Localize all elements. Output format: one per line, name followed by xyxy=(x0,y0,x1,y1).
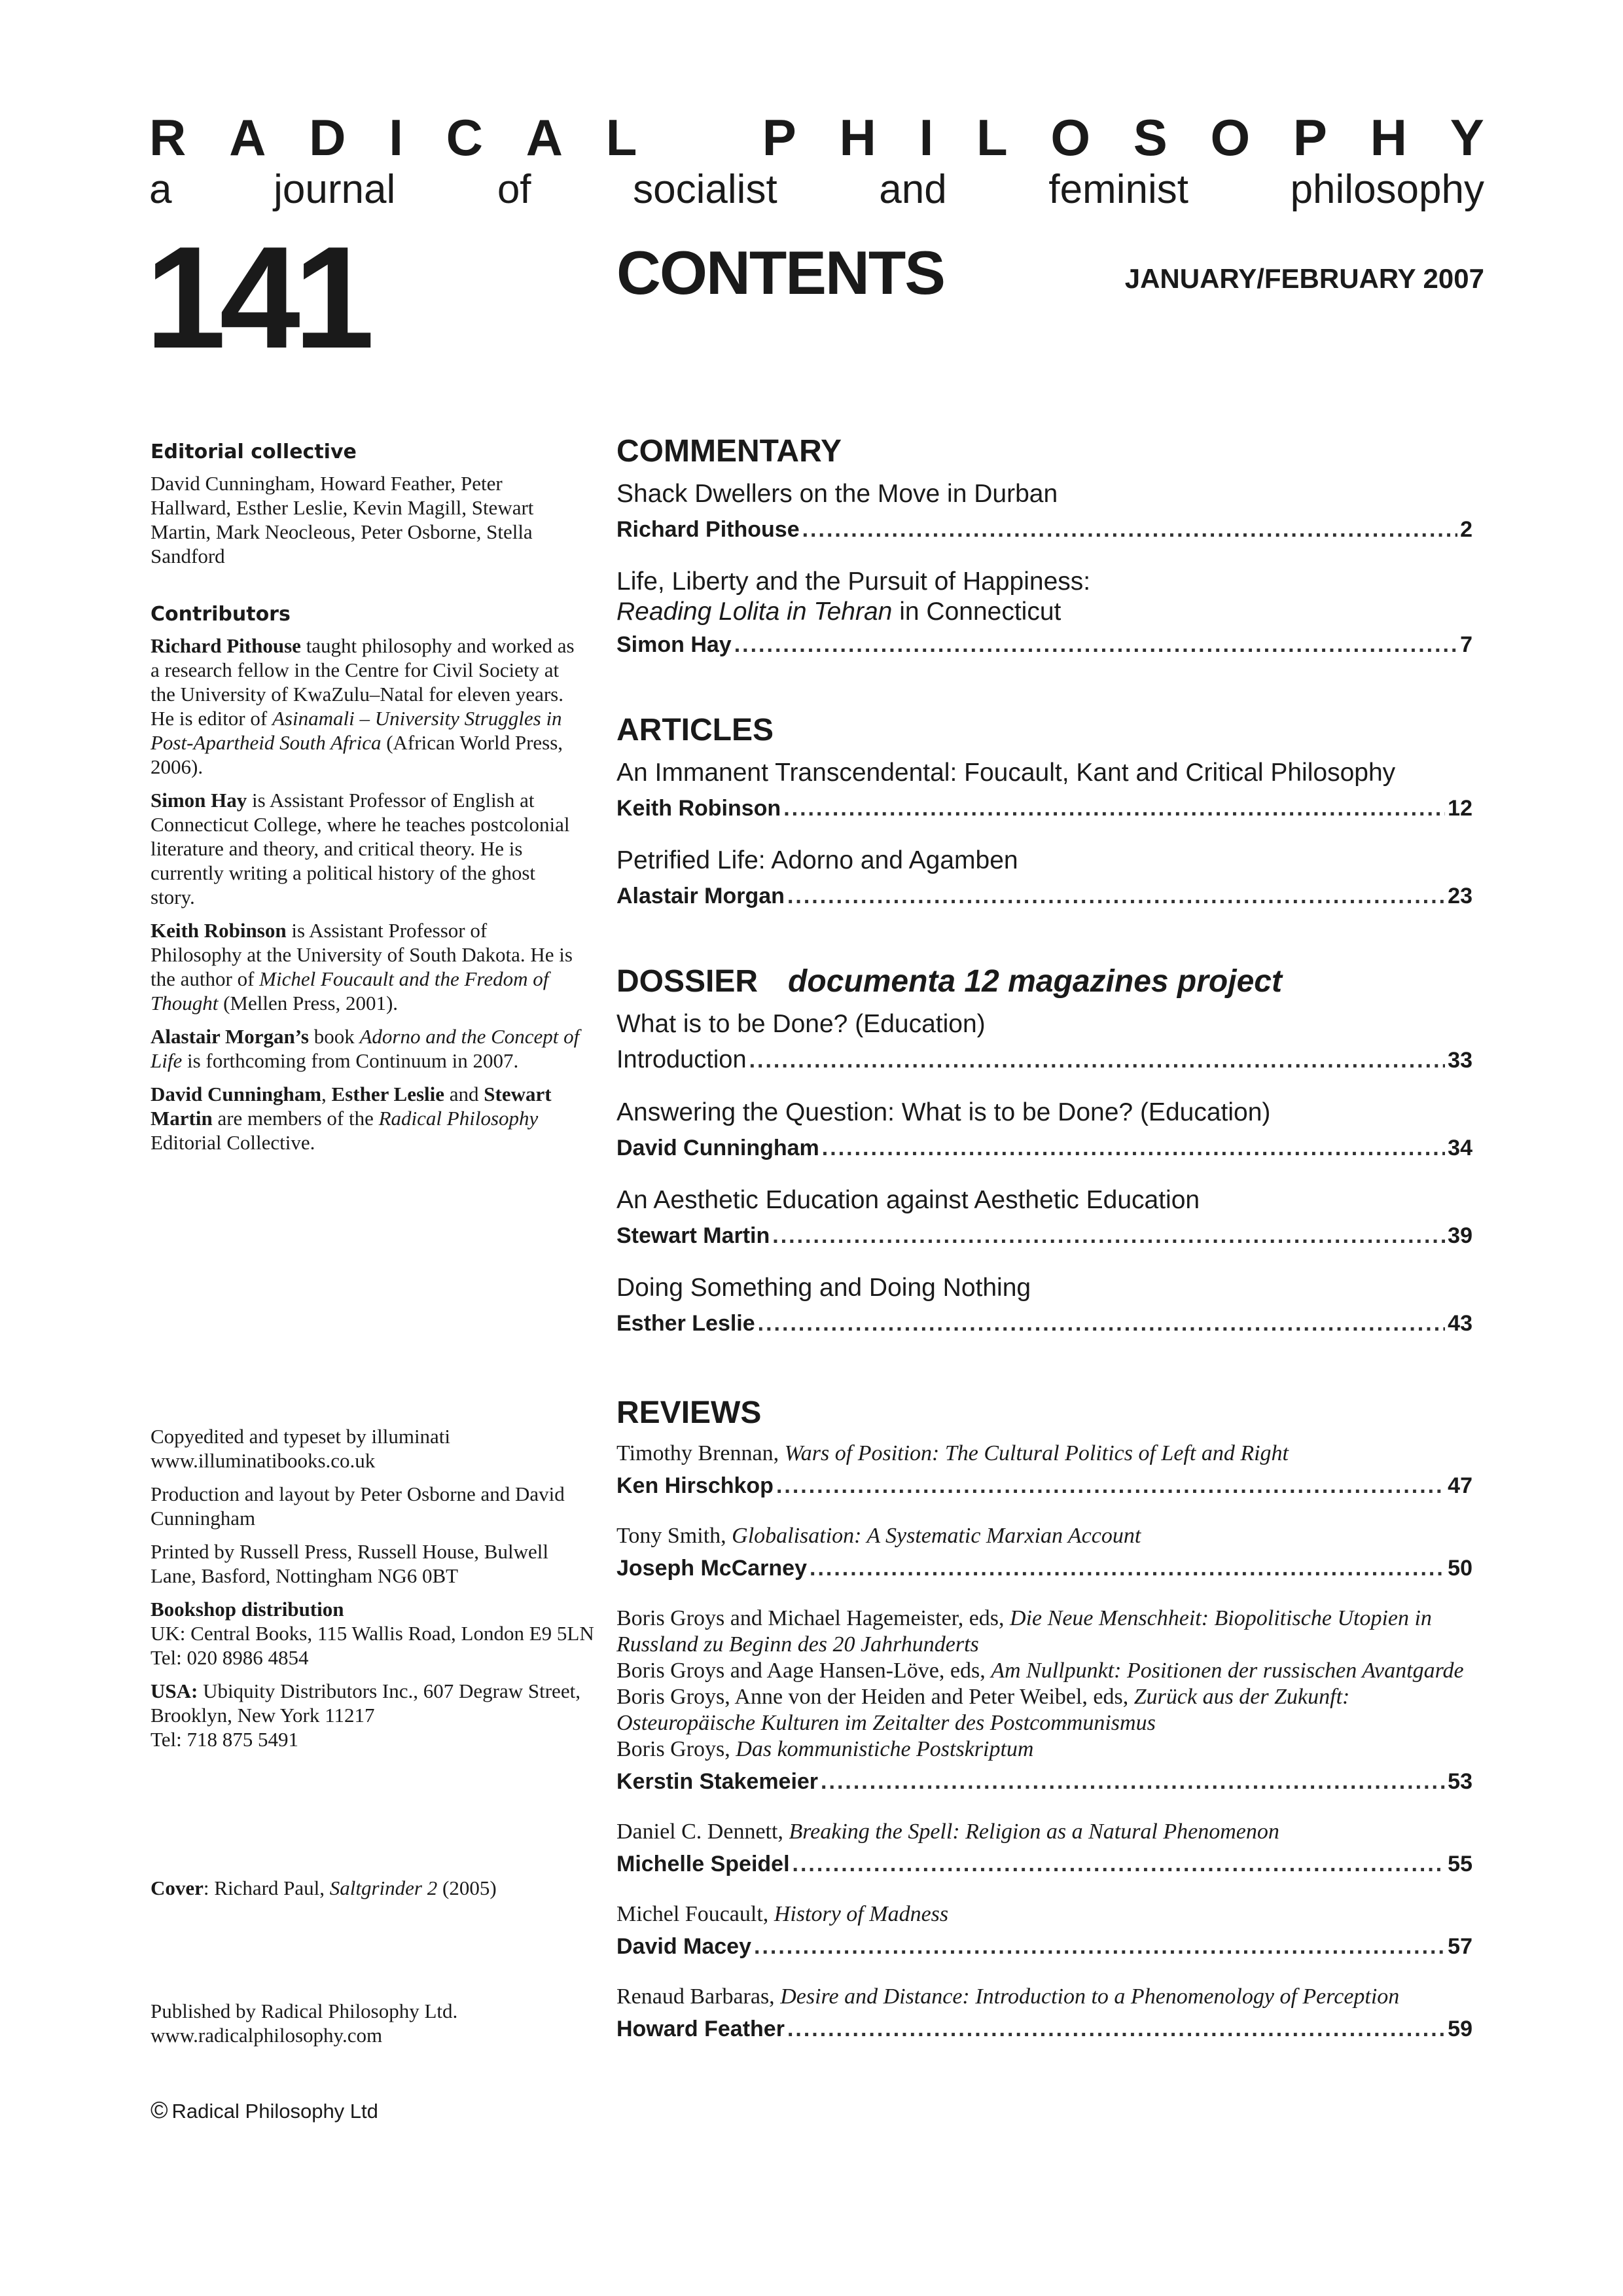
book-title: Globalisation: A Systematic Marxian Account xyxy=(732,1524,1141,1548)
note-text: and xyxy=(444,1083,484,1105)
article-title[interactable] xyxy=(616,567,1472,627)
title-letter: A xyxy=(229,109,266,166)
publisher-name: Published by Radical Philosophy Ltd. xyxy=(151,2000,458,2022)
dossier-title[interactable]: What is to be Done? (Education) xyxy=(616,1010,986,1038)
book-author: Tony Smith, xyxy=(616,1524,732,1548)
section-spacer xyxy=(616,682,1472,711)
toc-entry[interactable] xyxy=(616,1472,1472,1499)
bio-book-title: Michel Foucault and the Fredom of Thought xyxy=(151,967,549,1014)
section-heading-reviews: REVIEWS xyxy=(616,1395,762,1430)
title-letter: H xyxy=(839,109,876,166)
copyright-notice xyxy=(151,2097,378,2125)
leader-dots xyxy=(810,1554,1445,1582)
toc-entry[interactable] xyxy=(616,1134,1472,1162)
toc-entry[interactable] xyxy=(616,882,1472,910)
title-word-gap xyxy=(680,106,719,169)
cover-credit xyxy=(151,1876,596,1900)
leader-dots xyxy=(787,882,1445,910)
introduction-label: Introduction xyxy=(616,1046,747,1073)
author-name: Esther Leslie xyxy=(616,1311,755,1336)
book-author: Boris Groys and Aage Hansen-Löve, eds, xyxy=(616,1659,991,1683)
copyright-icon: © xyxy=(151,2096,168,2123)
title-letter: P xyxy=(762,109,796,166)
reviewer-name: Howard Feather xyxy=(616,2017,785,2041)
usa-telephone: Tel: 718 875 5491 xyxy=(151,1728,299,1751)
book-title: Wars of Position: The Cultural Politics of Left and Right xyxy=(784,1441,1289,1465)
journal-subtitle xyxy=(149,164,1484,216)
usa-label: USA: xyxy=(151,1679,198,1702)
copyright-holder: Radical Philosophy Ltd xyxy=(171,2100,378,2123)
reviewer-name: Ken Hirschkop xyxy=(616,1473,774,1498)
toc-entry[interactable] xyxy=(616,1046,1472,1074)
usa-distributor xyxy=(151,1679,596,1727)
reviewed-book[interactable] xyxy=(616,1984,1472,2010)
reviewer-name: Michelle Speidel xyxy=(616,1852,790,1876)
author-name: Richard Pithouse xyxy=(616,517,800,542)
reviewed-book[interactable] xyxy=(616,1605,1472,1658)
page-number: 12 xyxy=(1448,796,1472,821)
toc-entry[interactable] xyxy=(616,795,1472,822)
title-letter: A xyxy=(526,109,563,166)
toc-entry[interactable] xyxy=(616,2015,1472,2043)
member-name: David Cunningham xyxy=(151,1083,322,1105)
note-text: Editorial Collective. xyxy=(151,1131,315,1154)
contributor-name: Richard Pithouse xyxy=(151,634,301,657)
page-number: 57 xyxy=(1448,1934,1472,1959)
subtitle-word: and xyxy=(879,167,947,212)
journal-name: Radical Philosophy xyxy=(378,1107,539,1130)
article-title[interactable]: Petrified Life: Adorno and Agamben xyxy=(616,846,1018,874)
book-title: Breaking the Spell: Religion as a Natural Phenomenon xyxy=(789,1820,1279,1844)
bio-text: is Assistant Professor of Philosophy at the University of South Dakota. He is the author of xyxy=(151,919,573,990)
reviewed-book[interactable] xyxy=(616,1523,1472,1549)
book-author: Timothy Brennan, xyxy=(616,1441,785,1465)
leader-dots xyxy=(802,516,1457,543)
book-title: Desire and Distance: Introduction to a Phenomenology of Perception xyxy=(780,1984,1400,2009)
bio-text: (African World Press, 2006). xyxy=(151,731,563,778)
title-rest: in Connecticut xyxy=(892,598,1061,626)
toc-entry[interactable] xyxy=(616,1554,1472,1582)
toc-entry[interactable] xyxy=(616,1222,1472,1249)
cover-label: Cover xyxy=(151,1876,204,1899)
page-number: 47 xyxy=(1448,1473,1472,1498)
production-credits xyxy=(151,1424,596,1761)
leader-dots xyxy=(754,1933,1445,1960)
toc-entry[interactable] xyxy=(616,1850,1472,1878)
bio-text: (Mellen Press, 2001). xyxy=(218,992,399,1014)
title-letter: O xyxy=(1210,109,1251,166)
title-letter: Y xyxy=(1450,109,1484,166)
cover-work-title: Saltgrinder 2 xyxy=(329,1876,438,1899)
contributors-label: Contributors xyxy=(151,603,291,626)
contributor-bio xyxy=(151,918,582,1015)
book-title: Das kommunistiche Postskriptum xyxy=(736,1737,1034,1761)
leader-dots xyxy=(758,1310,1446,1337)
cover-artist: : Richard Paul, xyxy=(203,1876,330,1899)
book-author: Daniel C. Dennett, xyxy=(616,1820,789,1844)
article-title[interactable]: An Aesthetic Education against Aesthetic Education xyxy=(616,1186,1200,1214)
dossier-label: DOSSIER xyxy=(616,964,758,999)
author-name: Alastair Morgan xyxy=(616,884,785,908)
editorial-names: David Cunningham, Howard Feather, Peter Hallward, Esther Leslie, Kevin Magill, Stewart Martin, Mark Neocleous, Peter Osborne, Stella Sandford xyxy=(151,472,534,567)
copyedited-credit: Copyedited and typeset by illuminati www.illuminatibooks.co.uk xyxy=(151,1425,451,1472)
printer-credit: Printed by Russell Press, Russell House, Bulwell Lane, Basford, Nottingham NG6 0BT xyxy=(151,1540,548,1587)
contributor-name: Alastair Morgan’s xyxy=(151,1025,309,1048)
bio-text: book xyxy=(308,1025,360,1048)
title-letter: L xyxy=(976,109,1008,166)
leader-dots xyxy=(772,1222,1445,1249)
reviewed-book[interactable] xyxy=(616,1901,1472,1928)
book-author: Michel Foucault, xyxy=(616,1902,774,1926)
title-letter: H xyxy=(1370,109,1407,166)
article-title[interactable]: Shack Dwellers on the Move in Durban xyxy=(616,480,1058,508)
page-number: 59 xyxy=(1448,2017,1472,2041)
editorial-label: Editorial collective xyxy=(151,440,357,463)
leader-dots xyxy=(793,1850,1446,1878)
reviewed-book[interactable] xyxy=(616,1441,1472,1467)
reviewer-name: David Macey xyxy=(616,1934,751,1959)
title-letter: L xyxy=(605,109,637,166)
section-heading-commentary: COMMENTARY xyxy=(616,434,842,469)
book-author: Boris Groys, xyxy=(616,1737,736,1761)
page-number: 43 xyxy=(1448,1311,1472,1336)
subtitle-word: journal xyxy=(274,167,396,212)
section-heading-dossier xyxy=(616,962,1472,1001)
toc-entry[interactable] xyxy=(616,631,1472,658)
toc-entry[interactable] xyxy=(616,1768,1472,1795)
uk-telephone: Tel: 020 8986 4854 xyxy=(151,1646,309,1669)
journal-title xyxy=(149,106,1484,169)
page-number: 7 xyxy=(1460,632,1472,657)
leader-dots xyxy=(783,795,1445,822)
book-title: Am Nullpunkt: Positionen der russischen Avantgarde xyxy=(991,1659,1464,1683)
book-author: Boris Groys and Michael Hagemeister, eds, xyxy=(616,1606,1010,1630)
title-line: Life, Liberty and the Pursuit of Happiness: xyxy=(616,567,1091,596)
publisher-info xyxy=(151,1999,596,2047)
bio-text: taught philosophy and worked as a research fellow in the Centre for Civil Society at the University of KwaZulu–Natal for eleven years. He is editor of xyxy=(151,634,575,730)
member-name: Esther Leslie xyxy=(331,1083,445,1105)
book-title: Die Neue Menschheit: Biopolitische Utopien in Russland zu Beginn des 20 Jahrhunderts xyxy=(616,1606,1432,1657)
page-number: 50 xyxy=(1448,1556,1472,1581)
subtitle-word: of xyxy=(497,167,531,212)
uk-distributor: UK: Central Books, 115 Wallis Road, London E9 5LN xyxy=(151,1622,594,1645)
leader-dots xyxy=(787,2015,1445,2043)
leader-dots xyxy=(822,1134,1445,1162)
note-text: , xyxy=(321,1083,332,1105)
title-letter: D xyxy=(309,109,346,166)
reviewed-book[interactable] xyxy=(616,1736,1472,1763)
cover-year: (2005) xyxy=(437,1876,497,1899)
subtitle-word: a xyxy=(149,167,172,212)
contributor-name: Keith Robinson xyxy=(151,919,287,942)
book-title: History of Madness xyxy=(774,1902,949,1926)
book-title: Zurück aus der Zukunft: Osteuropäische Kulturen im Zeitalter des Postcommunismus xyxy=(616,1685,1350,1735)
title-letter: I xyxy=(389,109,403,166)
title-letter: S xyxy=(1133,109,1168,166)
reviewed-book[interactable] xyxy=(616,1819,1472,1845)
author-name: David Cunningham xyxy=(616,1136,819,1160)
bio-text: is forthcoming from Continuum in 2007. xyxy=(182,1049,519,1072)
title-letter: R xyxy=(149,109,187,166)
publisher-website[interactable]: www.radicalphilosophy.com xyxy=(151,2024,383,2047)
leader-dots xyxy=(776,1472,1445,1499)
title-letter: I xyxy=(919,109,934,166)
bio-text: is Assistant Professor of English at Connecticut College, where he teaches postcolonial literature and theory, and critical theory. He is currently writing a political history of the ghost story. xyxy=(151,789,570,908)
toc-entry[interactable] xyxy=(616,1933,1472,1960)
contributor-bio xyxy=(151,634,582,779)
article-title[interactable]: An Immanent Transcendental: Foucault, Kant and Critical Philosophy xyxy=(616,759,1396,787)
title-book: Reading Lolita in Tehran xyxy=(616,598,893,626)
bio-book-title: Asinamali – University Struggles in Post-Apartheid South Africa xyxy=(151,707,562,754)
toc-entry[interactable] xyxy=(616,1310,1472,1337)
page-number: 2 xyxy=(1460,517,1472,542)
book-author: Renaud Barbaras, xyxy=(616,1984,781,2009)
member-name: Stewart Martin xyxy=(151,1083,552,1130)
note-text: are members of the xyxy=(212,1107,379,1130)
contributor-bio xyxy=(151,788,582,909)
page-number: 34 xyxy=(1448,1136,1472,1160)
page-number: 23 xyxy=(1448,884,1472,908)
bookshop-distribution-label: Bookshop distribution xyxy=(151,1598,344,1621)
toc-entry[interactable] xyxy=(616,516,1472,543)
section-heading-articles: ARTICLES xyxy=(616,713,774,747)
bio-book-title: Adorno and the Concept of Life xyxy=(151,1025,580,1072)
leader-dots xyxy=(734,631,1457,658)
contributor-name: Simon Hay xyxy=(151,789,247,812)
article-title[interactable]: Answering the Question: What is to be Done? (Education) xyxy=(616,1098,1271,1126)
author-name: Stewart Martin xyxy=(616,1223,770,1248)
reviewer-name: Joseph McCarney xyxy=(616,1556,807,1581)
section-spacer xyxy=(616,1361,1472,1393)
contents-heading: CONTENTS xyxy=(616,238,944,307)
left-column xyxy=(151,440,582,1164)
leader-dots xyxy=(821,1768,1445,1795)
section-spacer xyxy=(616,933,1472,962)
article-title[interactable]: Doing Something and Doing Nothing xyxy=(616,1274,1031,1302)
collective-members-note xyxy=(151,1082,582,1155)
usa-address: Ubiquity Distributors Inc., 607 Degraw Street, Brooklyn, New York 11217 xyxy=(151,1679,580,1727)
subtitle-word: philosophy xyxy=(1290,167,1484,212)
subtitle-word: feminist xyxy=(1048,167,1188,212)
reviewed-book[interactable] xyxy=(616,1684,1472,1736)
leader-dots xyxy=(749,1047,1446,1074)
layout-credit: Production and layout by Peter Osborne and David Cunningham xyxy=(151,1482,565,1530)
page-number: 53 xyxy=(1448,1769,1472,1794)
reviewed-book[interactable] xyxy=(616,1658,1472,1684)
author-name: Keith Robinson xyxy=(616,796,781,821)
title-letter: P xyxy=(1293,109,1327,166)
issue-date: JANUARY/FEBRUARY 2007 xyxy=(1124,263,1484,294)
book-author: Boris Groys, Anne von der Heiden and Peter Weibel, eds, xyxy=(616,1685,1134,1709)
title-letter: C xyxy=(446,109,483,166)
page-number: 33 xyxy=(1448,1048,1472,1073)
contributor-bio xyxy=(151,1024,582,1073)
subtitle-word: socialist xyxy=(633,167,777,212)
reviewer-name: Kerstin Stakemeier xyxy=(616,1769,819,1794)
dossier-theme: documenta 12 magazines project xyxy=(788,964,1282,999)
issue-number: 141 xyxy=(145,217,368,379)
author-name: Simon Hay xyxy=(616,632,732,657)
page-number: 55 xyxy=(1448,1852,1472,1876)
table-of-contents xyxy=(616,432,1472,2066)
page-number: 39 xyxy=(1448,1223,1472,1248)
title-letter: O xyxy=(1050,109,1091,166)
